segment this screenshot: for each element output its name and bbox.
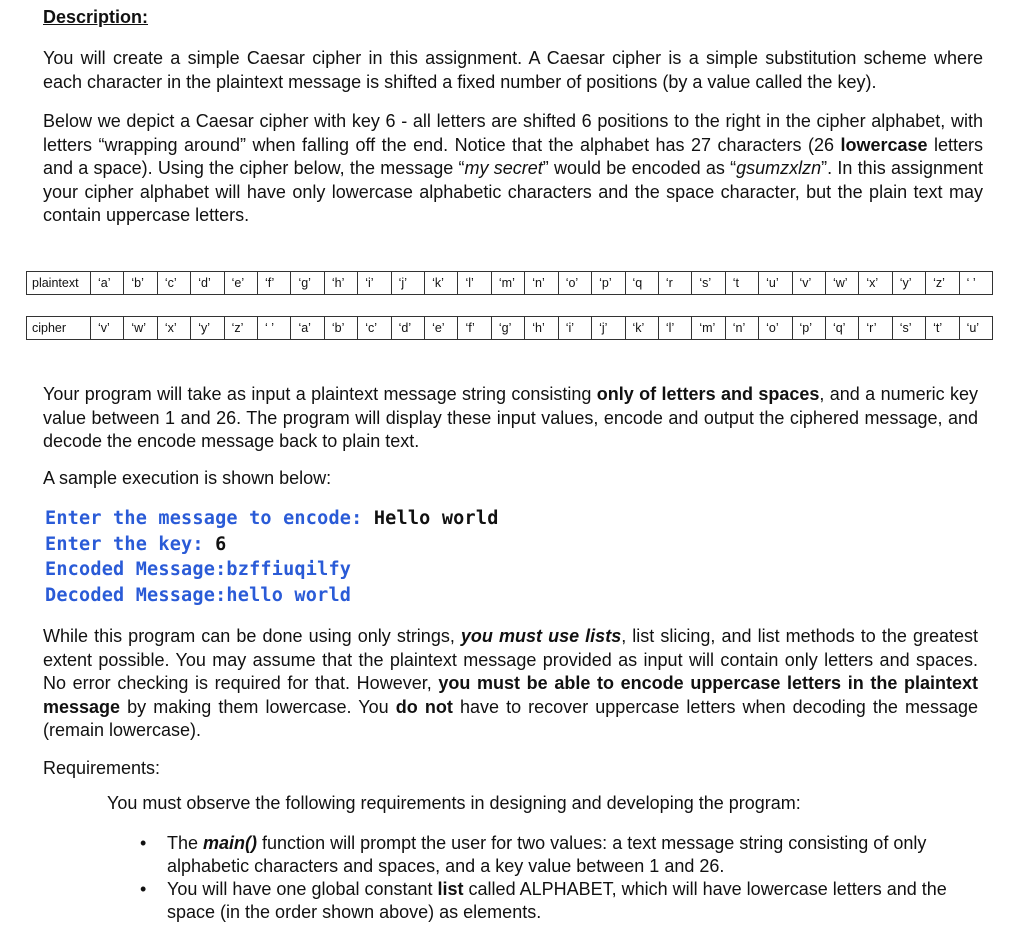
plaintext-cell: ‘l’ [458, 272, 491, 295]
text-run: , and a numeric key value between 1 and 26. The program will display these input values, encode and output the ciphered message, and decode the encode message back to plain text. [43, 384, 978, 451]
plaintext-row [26, 271, 993, 295]
cipher-label: cipher [27, 317, 91, 340]
text-run: called ALPHABET, which will have lowercase letters and the space (in the order shown above) as elements. [167, 879, 947, 922]
plaintext-cell: ‘z’ [926, 272, 959, 295]
plaintext-cell: ‘u’ [759, 272, 792, 295]
sample-prompt: Decoded Message:hello world [45, 584, 352, 606]
plaintext-cell: ‘m’ [491, 272, 524, 295]
text-run: letters and a space). Using the cipher below, the message “ [43, 134, 983, 178]
text-run: ”. In this assignment your cipher alphabet will have only lowercase alphabetic characters and the space character, but the plain text may contain uppercase letters. [43, 158, 983, 225]
plaintext-cell: ‘r [658, 272, 691, 295]
text-run: lowercase [840, 134, 928, 155]
plaintext-cell: ‘h’ [324, 272, 357, 295]
sample-input: Hello world [373, 508, 499, 529]
text-run: Below we depict a Caesar cipher with key 6 - all letters are shifted 6 positions to the right in the cipher alphabet, with letters “wrapping around” when falling off the end. Notice that the alphabet has 27 characters (26 [43, 111, 983, 155]
cipher-cell: ‘p’ [792, 317, 825, 340]
cipher-cell: ‘l’ [658, 317, 691, 340]
text-run: list [437, 879, 464, 899]
sample-prompt: Enter the message to encode: [45, 508, 374, 529]
text-run: main() [203, 833, 258, 853]
cipher-cell: ‘t’ [926, 317, 959, 340]
cipher-cell: ‘i’ [558, 317, 591, 340]
cipher-cell: ‘v’ [91, 317, 124, 340]
text-run: you must use lists [460, 626, 622, 646]
requirements-intro: You must observe the following requirements in designing and developing the program: [107, 793, 801, 813]
program-input-paragraph [43, 383, 978, 454]
text-run: While this program can be done using only strings, [43, 626, 461, 646]
text-run: by making them lowercase. You [120, 696, 396, 717]
cipher-cell: ‘r’ [859, 317, 892, 340]
requirement-item [140, 832, 980, 878]
text-run: Your program will take as input a plaintext message string consisting [43, 384, 597, 404]
plaintext-cell: ‘p’ [592, 272, 625, 295]
sample-execution [45, 506, 499, 608]
text-run: do not [395, 696, 453, 717]
cipher-cell: ‘a’ [291, 317, 324, 340]
plaintext-cell: ‘t [725, 272, 758, 295]
plaintext-cell: ‘d’ [191, 272, 224, 295]
plaintext-cell: ‘ ’ [959, 272, 992, 295]
requirement-item [140, 878, 980, 924]
sample-intro: A sample execution is shown below: [43, 468, 332, 488]
cipher-cell: ‘e’ [425, 317, 458, 340]
plaintext-cell: ‘y’ [892, 272, 925, 295]
plaintext-cell: ‘i’ [358, 272, 391, 295]
cipher-cell: ‘w’ [124, 317, 157, 340]
cipher-cell: ‘k’ [625, 317, 658, 340]
bullet-icon: • [140, 879, 147, 899]
cipher-cell: ‘j’ [592, 317, 625, 340]
requirements-list [140, 832, 980, 924]
sample-prompt: Enter the key: [45, 533, 216, 555]
sample-input: 6 [215, 533, 227, 555]
cipher-cell: ‘d’ [391, 317, 424, 340]
plaintext-label: plaintext [27, 272, 91, 295]
cipher-cell: ‘g’ [491, 317, 524, 340]
cipher-cell: ‘q’ [825, 317, 858, 340]
plaintext-cell: ‘e’ [224, 272, 257, 295]
cipher-cell: ‘z’ [224, 317, 257, 340]
sample-prompt: Encoded Message:bzffiuqilfy [45, 559, 352, 580]
intro-paragraph [43, 47, 983, 94]
plaintext-cell: ‘x’ [859, 272, 892, 295]
text-run: You will have one global constant [167, 879, 438, 899]
cipher-cell: ‘h’ [525, 317, 558, 340]
plaintext-cell: ‘o’ [558, 272, 591, 295]
cipher-cell: ‘x’ [157, 317, 190, 340]
plaintext-cell: ‘f’ [258, 272, 291, 295]
text-run: function will prompt the user for two values: a text message string consisting of only alphabetic characters and spaces, and a key value between 1 and 26. [167, 833, 927, 876]
requirements-heading: Requirements: [43, 758, 161, 778]
lists-paragraph [43, 625, 978, 743]
document-body [43, 6, 983, 228]
text-run: You will create a simple Caesar cipher in this assignment. A Caesar cipher is a simple substitution scheme where each character in the plaintext message is shifted a fixed number of positions (by a value called the key). [43, 48, 983, 92]
plaintext-cell: ‘v’ [792, 272, 825, 295]
description-heading: Description: [43, 7, 149, 27]
plaintext-cell: ‘q [625, 272, 658, 295]
text-run: , list slicing, and list methods to the greatest extent possible. You may assume that the plaintext message provided as input will contain only letters and spaces. No error checking is required for that. However, [43, 626, 978, 693]
text-run: only of letters and spaces [596, 384, 820, 404]
plaintext-cell: ‘w’ [825, 272, 858, 295]
text-run: ” would be encoded as “ [542, 158, 737, 178]
cipher-cell: ‘y’ [191, 317, 224, 340]
sample-line [45, 557, 499, 583]
cipher-cell: ‘b’ [324, 317, 357, 340]
plaintext-cell: ‘k’ [425, 272, 458, 295]
plaintext-cell: ‘b’ [124, 272, 157, 295]
cipher-row [26, 316, 993, 340]
cipher-cell: ‘o’ [759, 317, 792, 340]
bullet-icon: • [140, 833, 147, 853]
cipher-cell: ‘s’ [892, 317, 925, 340]
cipher-cell: ‘m’ [692, 317, 725, 340]
text-run: gsumzxlzn [736, 158, 822, 178]
cipher-cell: ‘u’ [959, 317, 992, 340]
plaintext-cell: ‘a’ [91, 272, 124, 295]
plaintext-cell: ‘s’ [692, 272, 725, 295]
plaintext-cell: ‘n’ [525, 272, 558, 295]
text-run: The [167, 833, 204, 853]
cipher-cell: ‘n’ [725, 317, 758, 340]
plaintext-cell: ‘j’ [391, 272, 424, 295]
text-run: my secret [464, 158, 543, 178]
text-run: have to recover uppercase letters when decoding the message (remain lowercase). [43, 696, 978, 740]
cipher-cell: ‘f’ [458, 317, 491, 340]
plaintext-cell: ‘c’ [157, 272, 190, 295]
sample-line [45, 532, 499, 558]
sample-line [45, 583, 499, 609]
cipher-explanation-paragraph [43, 110, 983, 228]
text-run: you must be able to encode uppercase letters in the plaintext message [43, 673, 979, 717]
sample-line [45, 506, 499, 532]
cipher-cell: ‘ ’ [258, 317, 291, 340]
cipher-cell: ‘c’ [358, 317, 391, 340]
plaintext-cell: ‘g’ [291, 272, 324, 295]
